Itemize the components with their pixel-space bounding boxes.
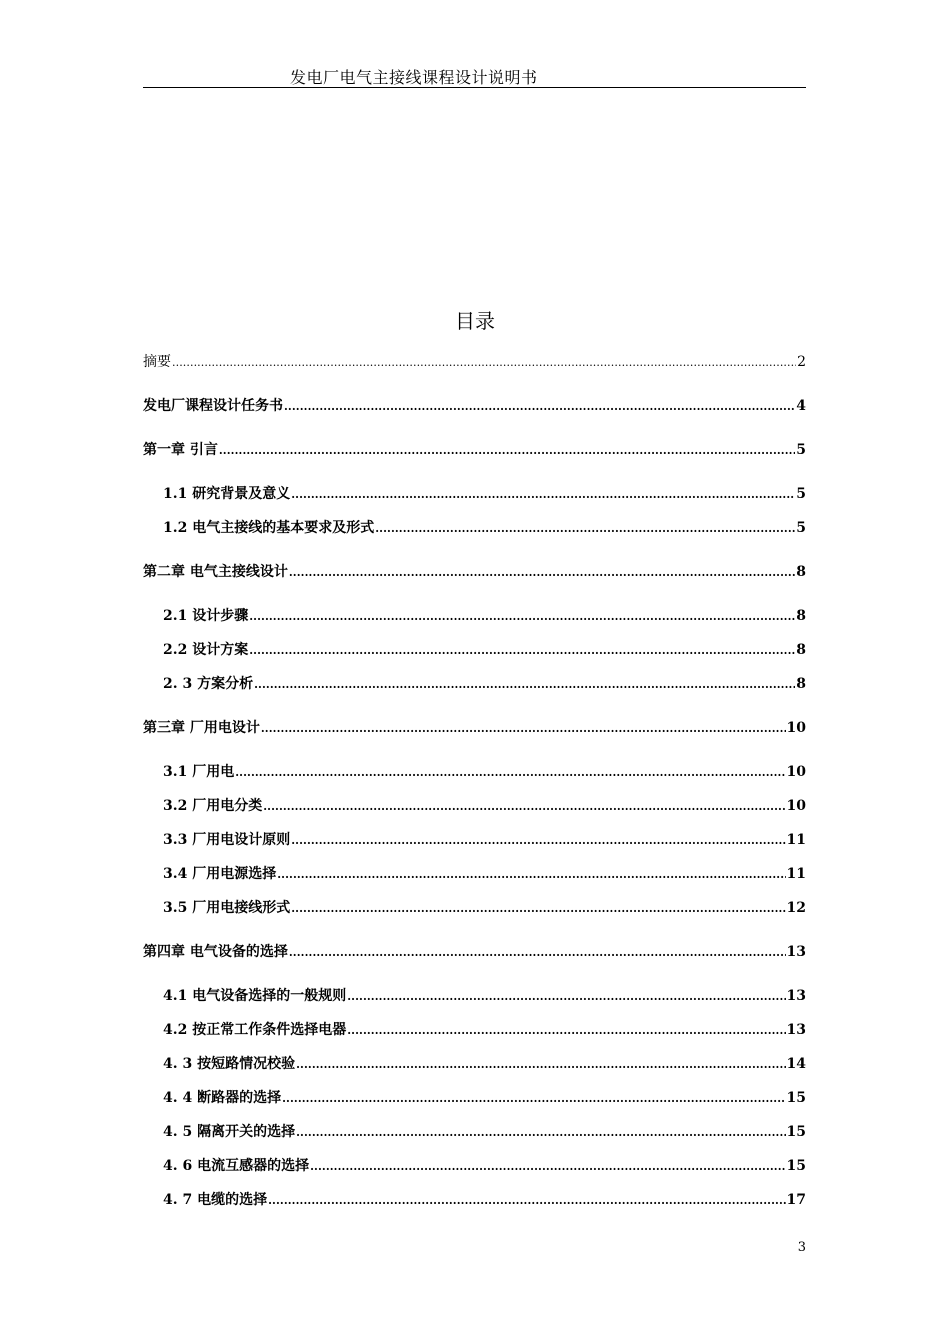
toc-entry[interactable] xyxy=(163,1054,806,1074)
toc-entry[interactable] xyxy=(163,484,806,504)
toc-entry[interactable] xyxy=(163,1156,806,1176)
toc-leader-dots xyxy=(291,898,785,918)
toc-leader-dots xyxy=(261,718,786,738)
toc-entry-page: 10 xyxy=(786,798,806,814)
toc-entry[interactable] xyxy=(143,440,806,460)
toc-entry-page: 5 xyxy=(796,442,806,458)
toc-entry-label: 3.5 厂用电接线形式 xyxy=(163,900,291,916)
toc-leader-dots xyxy=(347,1020,785,1040)
toc-entry-page: 8 xyxy=(796,608,806,624)
toc-entry-page: 5 xyxy=(796,486,806,502)
toc-leader-dots xyxy=(291,484,795,504)
toc-entry-page: 2 xyxy=(797,354,806,370)
toc-leader-dots xyxy=(249,606,795,626)
toc-entry-label: 2.1 设计步骤 xyxy=(163,608,249,624)
toc-entry-label: 4. 4 断路器的选择 xyxy=(163,1090,282,1106)
toc-leader-dots xyxy=(219,440,795,460)
toc-leader-dots xyxy=(310,1156,785,1176)
toc-entry-page: 8 xyxy=(796,642,806,658)
toc-leader-dots xyxy=(284,396,795,416)
toc-entry-page: 13 xyxy=(786,988,806,1004)
page-header xyxy=(143,62,806,88)
toc-entry-label: 4. 7 电缆的选择 xyxy=(163,1192,268,1208)
toc-entry[interactable] xyxy=(143,396,806,416)
toc-leader-dots xyxy=(282,1088,785,1108)
toc-entry-page: 14 xyxy=(786,1056,806,1072)
toc-entry-label: 2.2 设计方案 xyxy=(163,642,249,658)
toc-entry-page: 15 xyxy=(786,1158,806,1174)
header-title: 发电厂电气主接线课程设计说明书 xyxy=(290,68,538,87)
toc-entry[interactable] xyxy=(143,352,806,372)
toc-entry-page: 15 xyxy=(786,1124,806,1140)
toc-leader-dots xyxy=(296,1122,785,1142)
toc-leader-dots xyxy=(296,1054,785,1074)
toc-entry-page: 11 xyxy=(786,832,806,848)
toc-entry-page: 4 xyxy=(796,398,806,414)
toc-entry-label: 第三章 厂用电设计 xyxy=(143,720,260,736)
toc-entry-label: 发电厂课程设计任务书 xyxy=(143,398,283,414)
toc-leader-dots xyxy=(289,562,795,582)
toc-entry-page: 12 xyxy=(786,900,806,916)
toc-entry-page: 8 xyxy=(796,564,806,580)
page-number: 3 xyxy=(797,1240,806,1255)
toc-entry[interactable] xyxy=(163,518,806,538)
toc-entry-label: 1.1 研究背景及意义 xyxy=(163,486,291,502)
toc-entry[interactable] xyxy=(163,674,806,694)
toc-entry[interactable] xyxy=(163,864,806,884)
toc-entry[interactable] xyxy=(143,718,806,738)
toc-leader-dots xyxy=(254,674,795,694)
toc-entry[interactable] xyxy=(163,1088,806,1108)
toc-entry-label: 3.2 厂用电分类 xyxy=(163,798,263,814)
toc-entry-label: 2. 3 方案分析 xyxy=(163,676,254,692)
toc-leader-dots xyxy=(375,518,795,538)
toc-entry-page: 5 xyxy=(796,520,806,536)
toc-leader-dots xyxy=(235,762,785,782)
toc-entry-label: 第一章 引言 xyxy=(143,442,218,458)
toc-entry-label: 4. 5 隔离开关的选择 xyxy=(163,1124,296,1140)
toc-entry-label: 4. 6 电流互感器的选择 xyxy=(163,1158,310,1174)
toc-leader-dots xyxy=(249,640,795,660)
toc-entry-label: 1.2 电气主接线的基本要求及形式 xyxy=(163,520,375,536)
toc-entry[interactable] xyxy=(163,986,806,1006)
toc-entry-label: 4. 3 按短路情况校验 xyxy=(163,1056,296,1072)
toc-entry-label: 3.4 厂用电源选择 xyxy=(163,866,277,882)
toc-entry[interactable] xyxy=(163,898,806,918)
toc-entry-page: 13 xyxy=(786,1022,806,1038)
toc-entry[interactable] xyxy=(163,1190,806,1210)
toc-entry-label: 3.1 厂用电 xyxy=(163,764,235,780)
toc-entry[interactable] xyxy=(163,796,806,816)
toc-entry-label: 第二章 电气主接线设计 xyxy=(143,564,288,580)
toc-leader-dots xyxy=(291,830,785,850)
toc-entry-page: 10 xyxy=(786,720,806,736)
toc-entry-label: 第四章 电气设备的选择 xyxy=(143,944,288,960)
toc-entry-page: 13 xyxy=(786,944,806,960)
toc-entry[interactable] xyxy=(143,562,806,582)
toc-entry[interactable] xyxy=(143,942,806,962)
toc-entry[interactable] xyxy=(163,606,806,626)
toc-entry-label: 4.1 电气设备选择的一般规则 xyxy=(163,988,347,1004)
toc-entry[interactable] xyxy=(163,762,806,782)
toc-entry-label: 摘要 xyxy=(143,354,171,370)
toc-leader-dots xyxy=(172,352,796,372)
toc-entry-label: 3.3 厂用电设计原则 xyxy=(163,832,291,848)
toc-leader-dots xyxy=(289,942,786,962)
toc-entry-page: 11 xyxy=(786,866,806,882)
toc-entry[interactable] xyxy=(163,640,806,660)
toc-entry-page: 15 xyxy=(786,1090,806,1106)
toc-entry-page: 10 xyxy=(786,764,806,780)
toc-entry-page: 8 xyxy=(796,676,806,692)
toc-entry-page: 17 xyxy=(786,1192,806,1208)
toc-leader-dots xyxy=(347,986,785,1006)
toc-leader-dots xyxy=(277,864,785,884)
toc-entry[interactable] xyxy=(163,1020,806,1040)
toc-entry-label: 4.2 按正常工作条件选择电器 xyxy=(163,1022,347,1038)
toc-entry[interactable] xyxy=(163,1122,806,1142)
toc-entry[interactable] xyxy=(163,830,806,850)
toc-leader-dots xyxy=(268,1190,785,1210)
toc-title: 目录 xyxy=(455,309,495,333)
toc-leader-dots xyxy=(263,796,785,816)
